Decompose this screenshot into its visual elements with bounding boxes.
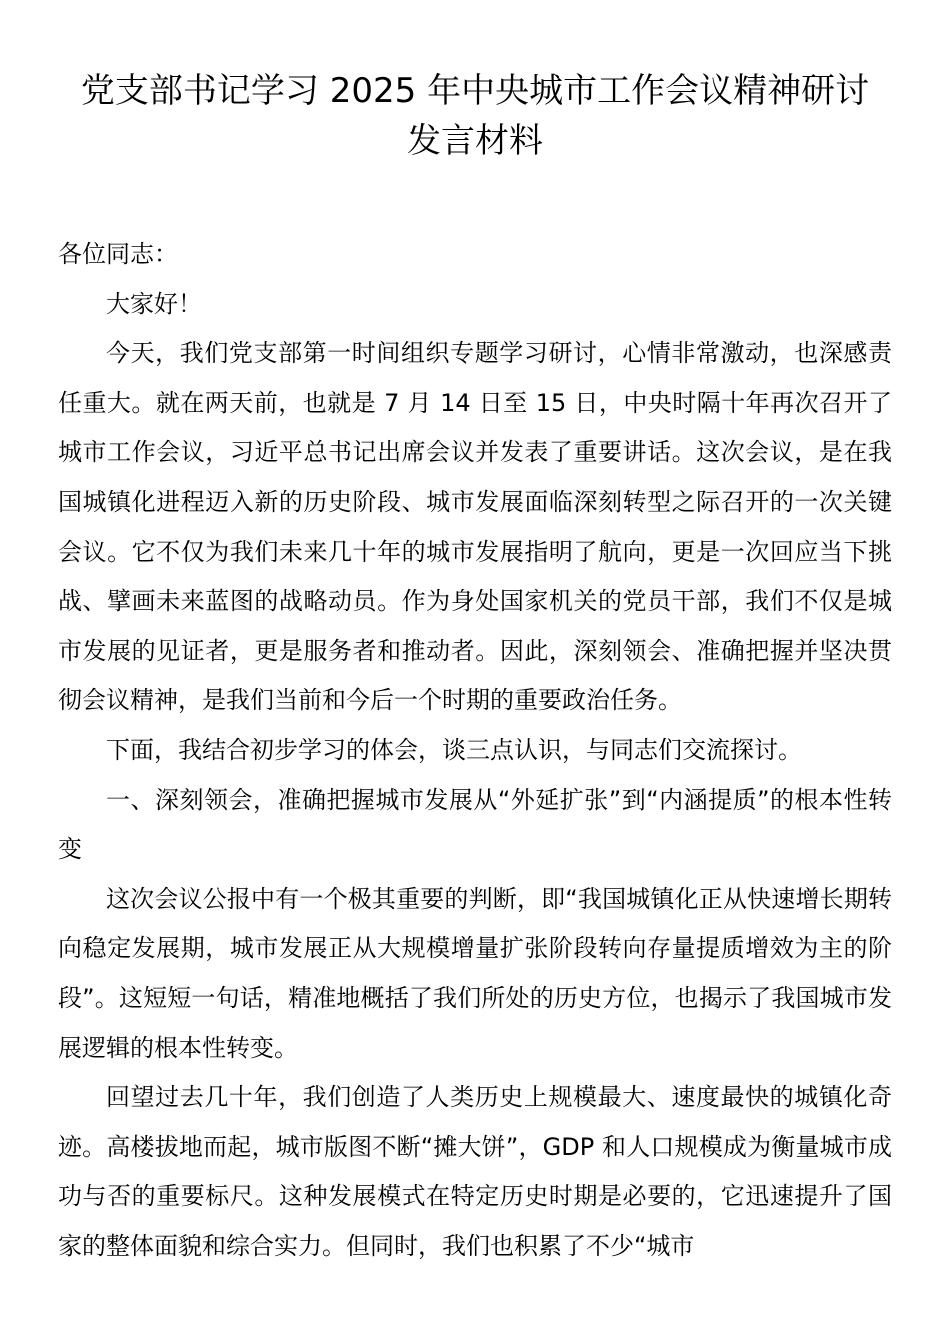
title-line-2: 发言材料 — [407, 121, 543, 161]
body-paragraph: 这次会议公报中有一个极其重要的判断，即“我国城镇化正从快速增长期转向稳定发展期，城市发展正从大规模增量扩张阶段转向存量提质增效为主的阶段”。这短短一句话，精准地概括了我们所处的历史方位，也揭示了我国城市发展逻辑的根本性转变。 — [58, 884, 892, 1062]
greeting-paragraph: 大家好！ — [106, 289, 202, 318]
intro-paragraph: 今天，我们党支部第一时间组织专题学习研讨，心情非常激动，也深感责任重大。就在两天前，也就是 7 月 14 日至 15 日，中央时隔十年再次召开了城市工作会议，习近平总书记出席会议并发表了重要讲话。这次会议，是在我国城镇化进程迈入新的历史阶段、城市发展面临深刻转型之际召开的一次关键会议。它不仅为我们未来几十年的城市发展指明了航向，更是一次回应当下挑战、擘画未来蓝图的战略动员。作为身处国家机关的党员干部，我们不仅是城市发展的见证者，更是服务者和推动者。因此，深刻领会、准确把握并坚决贯彻会议精神，是我们当前和今后一个时期的重要政治任务。 — [58, 339, 892, 715]
document-title — [58, 66, 892, 166]
title-line-1: 党支部书记学习 2025 年中央城市工作会议精神研讨 — [80, 71, 870, 111]
transition-paragraph: 下面，我结合初步学习的体会，谈三点认识，与同志们交流探讨。 — [106, 735, 802, 764]
salutation: 各位同志： — [58, 240, 178, 268]
section-heading-1: 一、深刻领会，准确把握城市发展从“外延扩张”到“内涵提质”的根本性转变 — [58, 785, 892, 864]
body-paragraph: 回望过去几十年，我们创造了人类历史上规模最大、速度最快的城镇化奇迹。高楼拔地而起，城市版图不断“摊大饼”，GDP 和人口规模成为衡量城市成功与否的重要标尺。这种发展模式在特定历史时期是必要的，它迅速提升了国家的整体面貌和综合实力。但同时，我们也积累了不少“城市 — [58, 1083, 892, 1260]
document-page — [58, 66, 892, 1271]
